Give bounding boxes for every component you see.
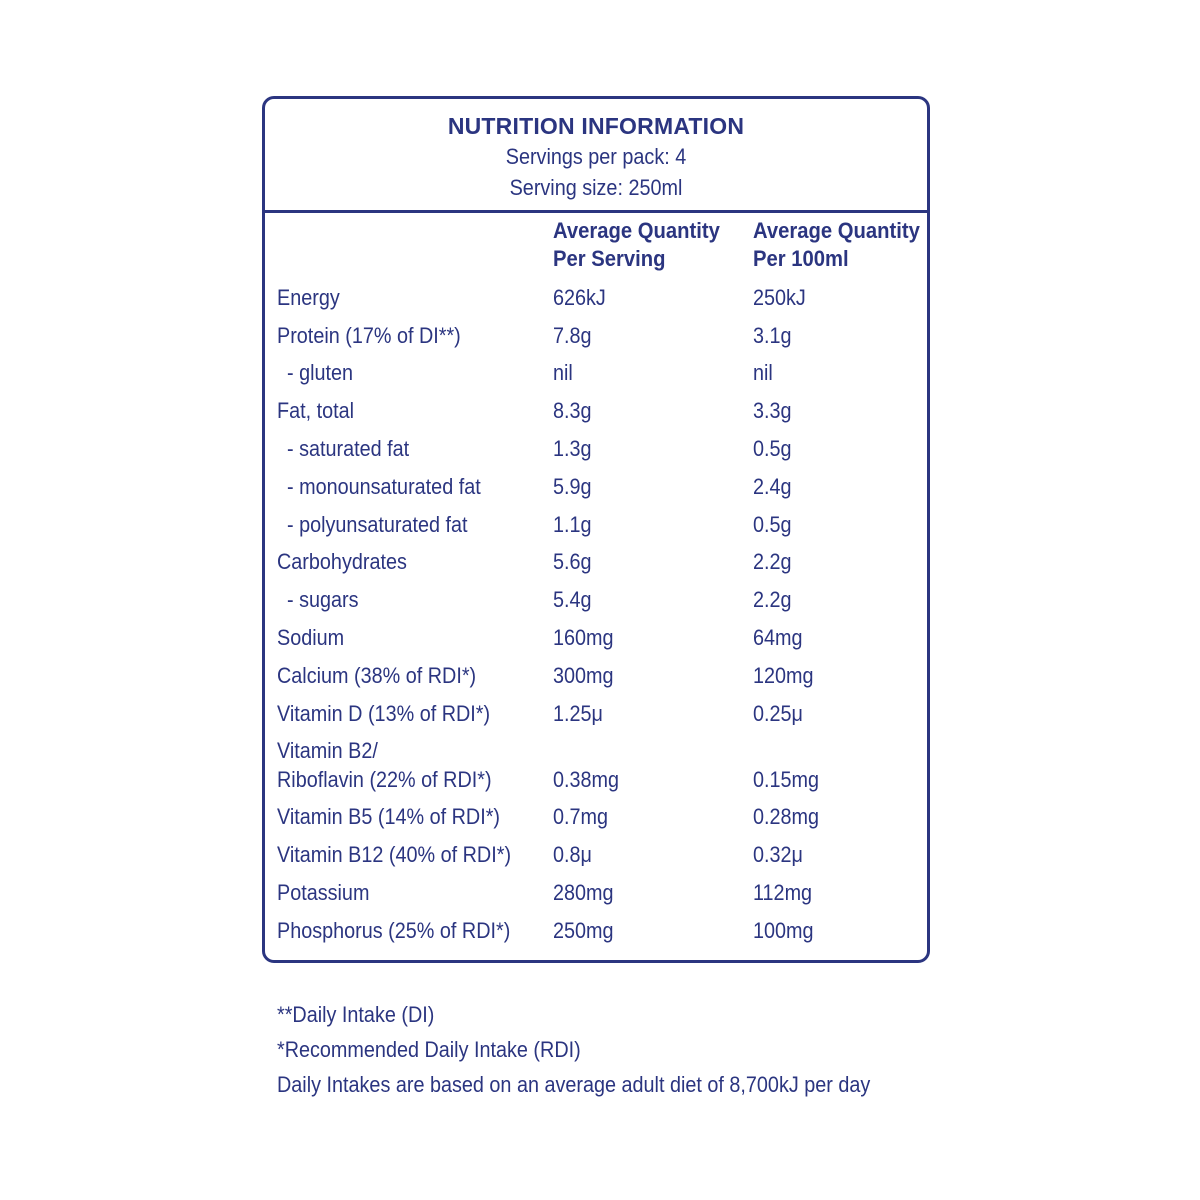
per-serving-value: 1.25μ <box>553 700 603 726</box>
per-serving-value: 1.1g <box>553 511 592 537</box>
table-row <box>265 318 927 356</box>
per-serving-value: 5.6g <box>553 549 592 575</box>
nutrient-name: Carbohydrates <box>277 549 407 575</box>
nutrient-name: Potassium <box>277 879 370 905</box>
column-header-line: Per Serving <box>553 246 666 271</box>
nutrient-name: Phosphorus (25% of RDI*) <box>277 917 511 943</box>
serving-size: Serving size: 250ml <box>509 175 683 200</box>
servings-per-pack: Servings per pack: 4 <box>505 144 687 169</box>
per-serving-value: 8.3g <box>553 398 592 424</box>
nutrient-name: Energy <box>277 284 340 310</box>
footnote: *Recommended Daily Intake (RDI) <box>277 1037 581 1062</box>
per-serving-value: 626kJ <box>553 284 606 310</box>
per-serving-value: nil <box>553 360 573 386</box>
per-serving-value: 7.8g <box>553 322 592 348</box>
column-header-line: Average Quantity <box>753 218 920 243</box>
per-serving-value: 1.3g <box>553 435 592 461</box>
per-100ml-value: 0.28mg <box>753 804 820 830</box>
table-row <box>265 913 927 951</box>
nutrient-name: Vitamin B12 (40% of RDI*) <box>277 842 512 868</box>
per-100ml-value: 2.4g <box>753 473 792 499</box>
nutrient-name: Vitamin B5 (14% of RDI*) <box>277 804 501 830</box>
column-headers <box>265 215 927 277</box>
per-100ml-value: 2.2g <box>753 587 792 613</box>
per-100ml-value: 250kJ <box>753 284 806 310</box>
table-row <box>265 800 927 838</box>
nutrient-name: - gluten <box>287 360 354 386</box>
nutrition-panel <box>262 96 930 963</box>
nutrient-name: - sugars <box>287 587 359 613</box>
per-serving-value: 160mg <box>553 624 614 650</box>
column-header-line: Average Quantity <box>553 218 720 243</box>
per-serving-value: 280mg <box>553 879 614 905</box>
table-row <box>265 582 927 620</box>
per-100ml-value: 0.25μ <box>753 700 803 726</box>
table-row <box>265 620 927 658</box>
table-row <box>265 837 927 875</box>
per-100ml-value: 100mg <box>753 917 814 943</box>
nutrient-rows <box>265 280 927 951</box>
nutrient-name: Protein (17% of DI**) <box>277 322 461 348</box>
nutrient-name: Calcium (38% of RDI*) <box>277 662 477 688</box>
footnotes <box>277 998 936 1103</box>
table-row <box>265 431 927 469</box>
table-row <box>265 280 927 318</box>
per-serving-value: 250mg <box>553 917 614 943</box>
per-100ml-value: 0.5g <box>753 435 792 461</box>
per-serving-value: 300mg <box>553 662 614 688</box>
per-100ml-value: 112mg <box>753 879 813 905</box>
column-header-per-100ml <box>753 217 920 273</box>
table-row <box>265 658 927 696</box>
panel-header <box>265 99 927 213</box>
table-row <box>265 734 927 800</box>
column-header-line: Per 100ml <box>753 246 849 271</box>
per-100ml-value: 0.15mg <box>753 766 820 792</box>
per-100ml-value: nil <box>753 360 773 386</box>
footnote: Daily Intakes are based on an average adult diet of 8,700kJ per day <box>277 1072 871 1097</box>
per-serving-value: 5.9g <box>553 473 592 499</box>
per-100ml-value: 64mg <box>753 624 803 650</box>
per-100ml-value: 2.2g <box>753 549 792 575</box>
per-serving-value: 0.8μ <box>553 842 592 868</box>
table-row <box>265 875 927 913</box>
nutrient-name: Fat, total <box>277 398 355 424</box>
panel-title: NUTRITION INFORMATION <box>447 113 745 139</box>
nutrient-name: Vitamin D (13% of RDI*) <box>277 700 491 726</box>
per-100ml-value: 3.3g <box>753 398 792 424</box>
per-serving-value: 0.7mg <box>553 804 609 830</box>
nutrient-name: Vitamin B2/ Riboflavin (22% of RDI*) <box>277 737 492 792</box>
nutrient-name: - monounsaturated fat <box>287 473 481 499</box>
nutrient-name: - saturated fat <box>287 435 410 461</box>
nutrient-name: - polyunsaturated fat <box>287 511 468 537</box>
table-row <box>265 469 927 507</box>
per-serving-value: 5.4g <box>553 587 592 613</box>
table-row <box>265 545 927 583</box>
per-100ml-value: 3.1g <box>753 322 792 348</box>
column-header-per-serving <box>553 217 720 273</box>
per-100ml-value: 0.32μ <box>753 842 803 868</box>
table-row <box>265 356 927 394</box>
footnote: **Daily Intake (DI) <box>277 1002 435 1027</box>
per-100ml-value: 120mg <box>753 662 814 688</box>
per-100ml-value: 0.5g <box>753 511 792 537</box>
per-serving-value: 0.38mg <box>553 766 620 792</box>
nutrient-name: Sodium <box>277 624 345 650</box>
table-row <box>265 507 927 545</box>
table-row <box>265 696 927 734</box>
table-row <box>265 393 927 431</box>
